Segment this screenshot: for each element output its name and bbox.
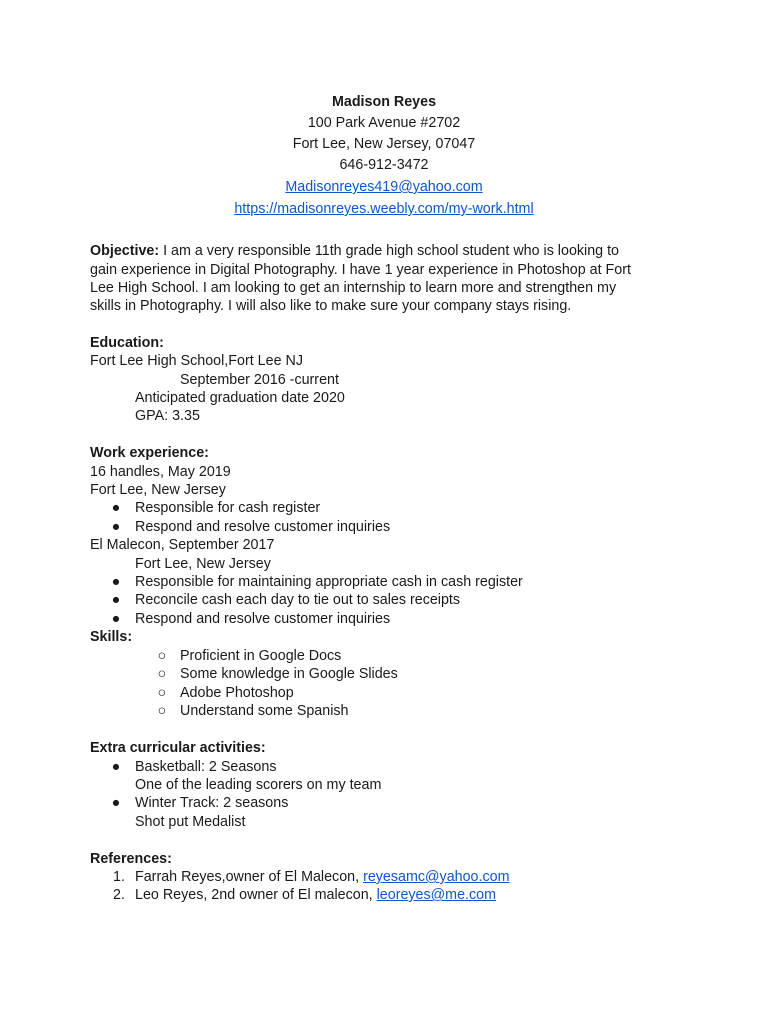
objective-line-3: Lee High School. I am looking to get an internship to learn more and strengthen my — [90, 280, 617, 296]
education-dates: September 2016 -current — [180, 372, 339, 388]
job-duty: Responsible for cash register — [135, 500, 321, 516]
reference-text: Farrah Reyes,owner of El Malecon, — [135, 869, 364, 885]
reference-email-link[interactable]: leoreyes@me.com — [376, 887, 497, 903]
job-title: 16 handles, May 2019 — [90, 464, 231, 480]
resume-name: Madison Reyes — [331, 94, 437, 110]
objective-line-1 — [90, 242, 619, 260]
email-link[interactable]: Madisonreyes419@yahoo.com — [285, 179, 483, 195]
reference-item — [135, 868, 509, 886]
bullet-icon: ● — [111, 611, 121, 627]
activity-title: Basketball: 2 Seasons — [135, 759, 277, 775]
circle-bullet-icon: ○ — [157, 685, 167, 701]
phone-line: 646-912-3472 — [339, 157, 429, 173]
job-duty: Respond and resolve customer inquiries — [135, 611, 391, 627]
website-link[interactable]: https://madisonreyes.weebly.com/my-work.html — [234, 201, 534, 217]
address-line: 100 Park Avenue #2702 — [307, 115, 461, 131]
circle-bullet-icon: ○ — [157, 666, 167, 682]
education-graduation: Anticipated graduation date 2020 — [135, 390, 345, 406]
reference-item — [135, 886, 496, 904]
job-duty: Responsible for maintaining appropriate cash in cash register — [135, 574, 523, 590]
references-heading: References: — [90, 851, 172, 867]
work-heading: Work experience: — [90, 445, 209, 461]
job-title: El Malecon, September 2017 — [90, 537, 275, 553]
job-location: Fort Lee, New Jersey — [135, 556, 271, 572]
activities-heading: Extra curricular activities: — [90, 740, 266, 756]
activity-title: Winter Track: 2 seasons — [135, 795, 289, 811]
bullet-icon: ● — [111, 574, 121, 590]
circle-bullet-icon: ○ — [157, 648, 167, 664]
job-location: Fort Lee, New Jersey — [90, 482, 226, 498]
job-duty: Respond and resolve customer inquiries — [135, 519, 391, 535]
skill-item: Understand some Spanish — [180, 703, 349, 719]
skill-item: Some knowledge in Google Slides — [180, 666, 398, 682]
email-line — [0, 178, 768, 196]
education-heading: Education: — [90, 335, 164, 351]
job-duty: Reconcile cash each day to tie out to sales receipts — [135, 592, 461, 608]
objective-text: I am a very responsible 11th grade high school student who is looking to — [159, 243, 620, 259]
website-line — [0, 200, 768, 218]
city-line: Fort Lee, New Jersey, 07047 — [292, 136, 476, 152]
reference-number: 2. — [113, 887, 125, 903]
objective-line-2: gain experience in Digital Photography. I have 1 year experience in Photoshop at Fort — [90, 262, 631, 278]
activity-detail: One of the leading scorers on my team — [135, 777, 382, 793]
bullet-icon: ● — [111, 795, 121, 811]
skill-item: Adobe Photoshop — [180, 685, 294, 701]
education-school: Fort Lee High School,Fort Lee NJ — [90, 353, 303, 369]
reference-number: 1. — [113, 869, 125, 885]
reference-email-link[interactable]: reyesamc@yahoo.com — [363, 869, 510, 885]
bullet-icon: ● — [111, 592, 121, 608]
education-gpa: GPA: 3.35 — [135, 408, 200, 424]
circle-bullet-icon: ○ — [157, 703, 167, 719]
activity-detail: Shot put Medalist — [135, 814, 246, 830]
objective-line-4: skills in Photography. I will also like to make sure your company stays rising. — [90, 298, 572, 314]
reference-text: Leo Reyes, 2nd owner of El malecon, — [135, 887, 377, 903]
skill-item: Proficient in Google Docs — [180, 648, 342, 664]
bullet-icon: ● — [111, 759, 121, 775]
skills-heading: Skills: — [90, 629, 133, 645]
objective-label: Objective: — [90, 243, 160, 259]
bullet-icon: ● — [111, 500, 121, 516]
bullet-icon: ● — [111, 519, 121, 535]
